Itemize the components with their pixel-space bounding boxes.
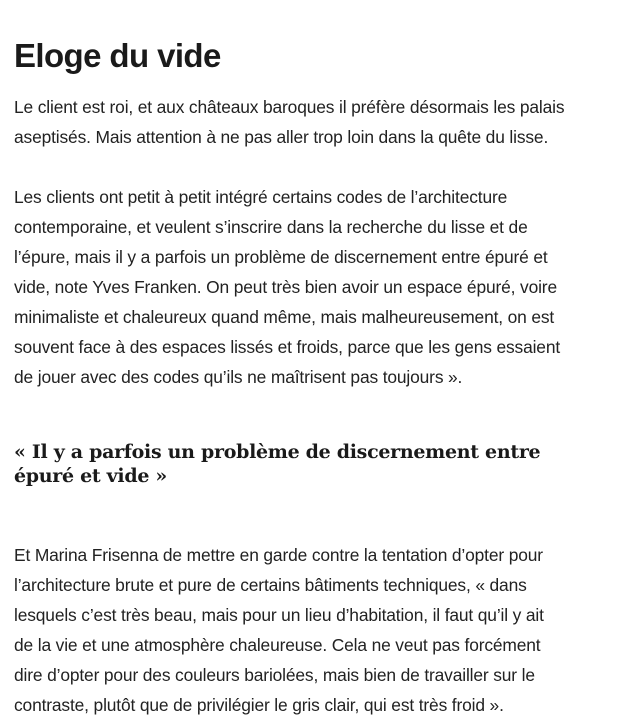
intro-paragraph	[14, 92, 618, 152]
body-paragraph-franken	[14, 182, 618, 392]
paragraph-line: l’architecture brute et pure de certains bâtiments techniques, « dans	[14, 575, 527, 595]
pull-quote-line: « Il y a parfois un problème de discernement entre	[14, 441, 541, 463]
paragraph-line: l’épure, mais il y a parfois un problème de discernement entre épuré et	[14, 247, 548, 267]
paragraph-line: Les clients ont petit à petit intégré certains codes de l’architecture	[14, 187, 508, 207]
intro-line: aseptisés. Mais attention à ne pas aller trop loin dans la quête du lisse.	[14, 127, 549, 147]
paragraph-line: Et Marina Frisenna de mettre en garde contre la tentation d’opter pour	[14, 545, 543, 565]
paragraph-line: de jouer avec des codes qu’ils ne maîtrisent pas toujours ».	[14, 367, 463, 387]
pull-quote-line: épuré et vide »	[14, 465, 168, 487]
pull-quote	[14, 440, 618, 488]
paragraph-line: lesquels c’est très beau, mais pour un lieu d’habitation, il faut qu’il y ait	[14, 605, 544, 625]
paragraph-line: de la vie et une atmosphère chaleureuse. Cela ne veut pas forcément	[14, 635, 541, 655]
article-title: Eloge du vide	[14, 37, 221, 74]
paragraph-line: vide, note Yves Franken. On peut très bien avoir un espace épuré, voire	[14, 277, 557, 297]
paragraph-line: minimaliste et chaleureux quand même, mais malheureusement, on est	[14, 307, 555, 327]
paragraph-line: dire d’opter pour des couleurs bariolées, mais bien de travailler sur le	[14, 665, 535, 685]
paragraph-line: contraste, plutôt que de privilégier le gris clair, qui est très froid ».	[14, 695, 504, 715]
paragraph-line: souvent face à des espaces lissés et froids, parce que les gens essaient	[14, 337, 561, 357]
body-paragraph-frisenna	[14, 540, 618, 720]
intro-line: Le client est roi, et aux châteaux baroques il préfère désormais les palais	[14, 97, 565, 117]
paragraph-line: contemporaine, et veulent s’inscrire dans la recherche du lisse et de	[14, 217, 528, 237]
